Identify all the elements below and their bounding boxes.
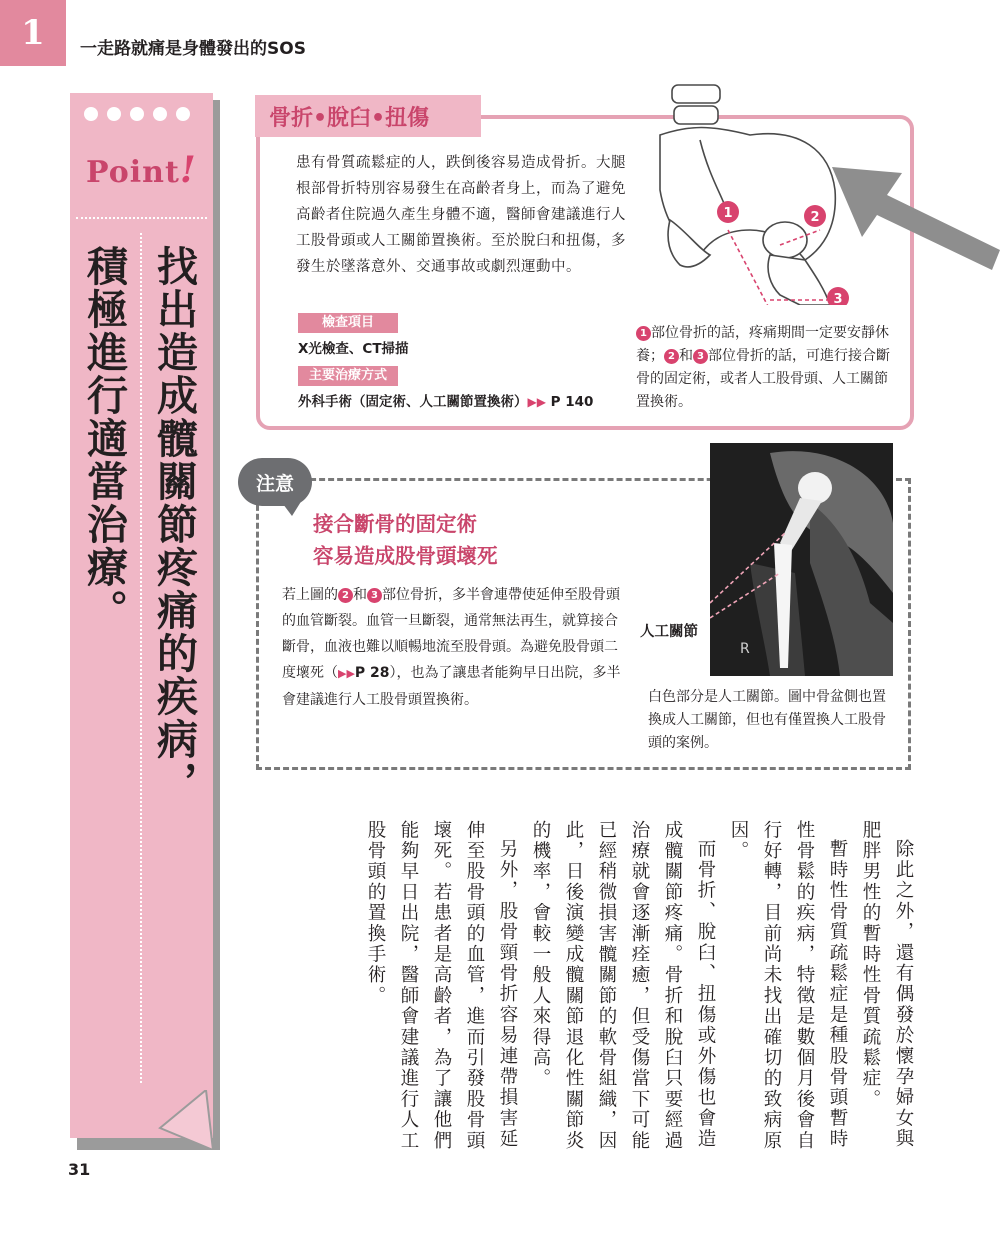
caution-page-ref: P 28 [354, 665, 390, 681]
caption-part-b: 和 [679, 348, 693, 364]
fracture-title: 骨折•脫臼•扭傷 [255, 95, 481, 137]
marker-1: 1 [723, 206, 733, 221]
caution-text [282, 582, 622, 713]
marker-2-badge: 2 [664, 349, 679, 364]
caution-text-a: 若上圖的 [282, 587, 338, 603]
point-label [86, 149, 197, 191]
marker-3: 3 [833, 292, 843, 305]
point-ribbon [70, 93, 213, 1138]
ribbon-fold-cut [140, 1176, 230, 1231]
caution-text-d: ），也為了讓患者能夠早日出院，多半會建議進行人工股骨頭置換術。 [282, 665, 621, 708]
marker-2: 2 [810, 210, 820, 225]
exclamation-icon: ! [179, 149, 197, 191]
body-text [350, 820, 920, 1160]
ribbon-divider [76, 217, 207, 219]
point-line-1: 找出造成髖關節疼痛的疾病， [150, 245, 198, 804]
exam-text: X光檢查、CT掃描 [298, 341, 409, 357]
marker-2-badge: 2 [338, 588, 353, 603]
ribbon-fold-icon [158, 1090, 218, 1150]
svg-text:R: R [740, 641, 750, 657]
page-header-title: 一走路就痛是身體發出的SOS [80, 39, 306, 59]
fracture-description: 患有骨質疏鬆症的人，跌倒後容易造成骨折。大腿根部骨折特別容易發生在高齡者身上，而為了避免高齡者住院過久產生身體不適，醫師會建議進行人工股骨頭或人工關節置換術。至於脫臼和扭傷，多發生於墜落意外、交通事故或劇烈運動中。 [296, 155, 626, 275]
point-label-text: Point [86, 155, 180, 190]
caution-title [313, 508, 498, 572]
body-paragraph-1: 除此之外，還有偶發於懷孕婦女與肥胖男性的暫時性骨質疏鬆症。 [860, 820, 914, 1149]
body-paragraph-4: 另外，股骨頸骨折容易連帶損害延伸至股骨頭的血管，進而引發股骨頭壞死。若患者是高齡者，為了讓他們能夠早日出院，醫師會建議進行人工股骨頭的置換手術。 [365, 820, 518, 1152]
ribbon-dots [84, 107, 190, 121]
treatment-page-ref: P 140 [550, 394, 594, 410]
double-arrow-icon: ▶▶ [338, 667, 355, 680]
double-arrow-icon: ▶▶ [527, 395, 546, 409]
treatment-text-body: 外科手術（固定術、人工關節置換術） [298, 394, 528, 410]
page-number: 31 [68, 1160, 91, 1179]
caution-title-line-1: 接合斷骨的固定術 [313, 512, 477, 536]
marker-3-badge: 3 [367, 588, 382, 603]
exam-tag: 檢查項目 [298, 313, 398, 333]
chapter-number: 1 [0, 0, 66, 66]
caution-title-line-2: 容易造成股骨頭壞死 [313, 544, 498, 568]
caution-text-b: 和 [353, 587, 367, 603]
caution-badge: 注意 [238, 458, 312, 506]
body-paragraph-3: 而骨折、脫臼、扭傷或外傷也會造成髖關節疼痛。骨折和脫臼只要經過治療就會逐漸痊癒，但受傷當下可能已經稍微損害髖關節的軟骨組織，因此，日後演變成髖關節退化性關節炎的機率，會較一般人來得高。 [530, 820, 716, 1152]
caption-part-c: 部位骨折的話，可進行接合斷骨的固定術，或者人工股骨頭、人工關節置換術。 [636, 348, 890, 410]
xray-image [710, 443, 893, 676]
ribbon-vertical-divider [140, 233, 142, 1083]
treatment-text [298, 390, 593, 410]
marker-3-badge: 3 [693, 349, 708, 364]
xray-caption: 白色部分是人工關節。圖中骨盆側也置換成人工關節，但也有僅置換人工股骨頭的案例。 [648, 689, 886, 751]
pointer-arrow-icon [832, 165, 1000, 275]
body-paragraph-2: 暫時性骨質疏鬆症是種股骨頭暫時性骨鬆的疾病，特徵是數個月後會自行好轉，目前尚未找出確切的致病原因。 [728, 820, 848, 1152]
treatment-tag: 主要治療方式 [298, 366, 398, 386]
caution-text-c: 部位骨折，多半會連帶使延伸至股骨頭的血管斷裂。血管一旦斷裂，通常無法再生，就算接合斷骨，血液也難以順暢地流至股骨頭。為避免股骨頭二度壞死（ [282, 587, 620, 681]
marker-1-badge: 1 [636, 326, 651, 341]
caption-part-a: 部位骨折的話，疼痛期間一定要安靜休養； [636, 325, 889, 364]
point-line-2: 積極進行適當治療。 [80, 245, 128, 632]
fracture-caption [636, 322, 896, 414]
xray-label: 人工關節 [640, 624, 698, 640]
